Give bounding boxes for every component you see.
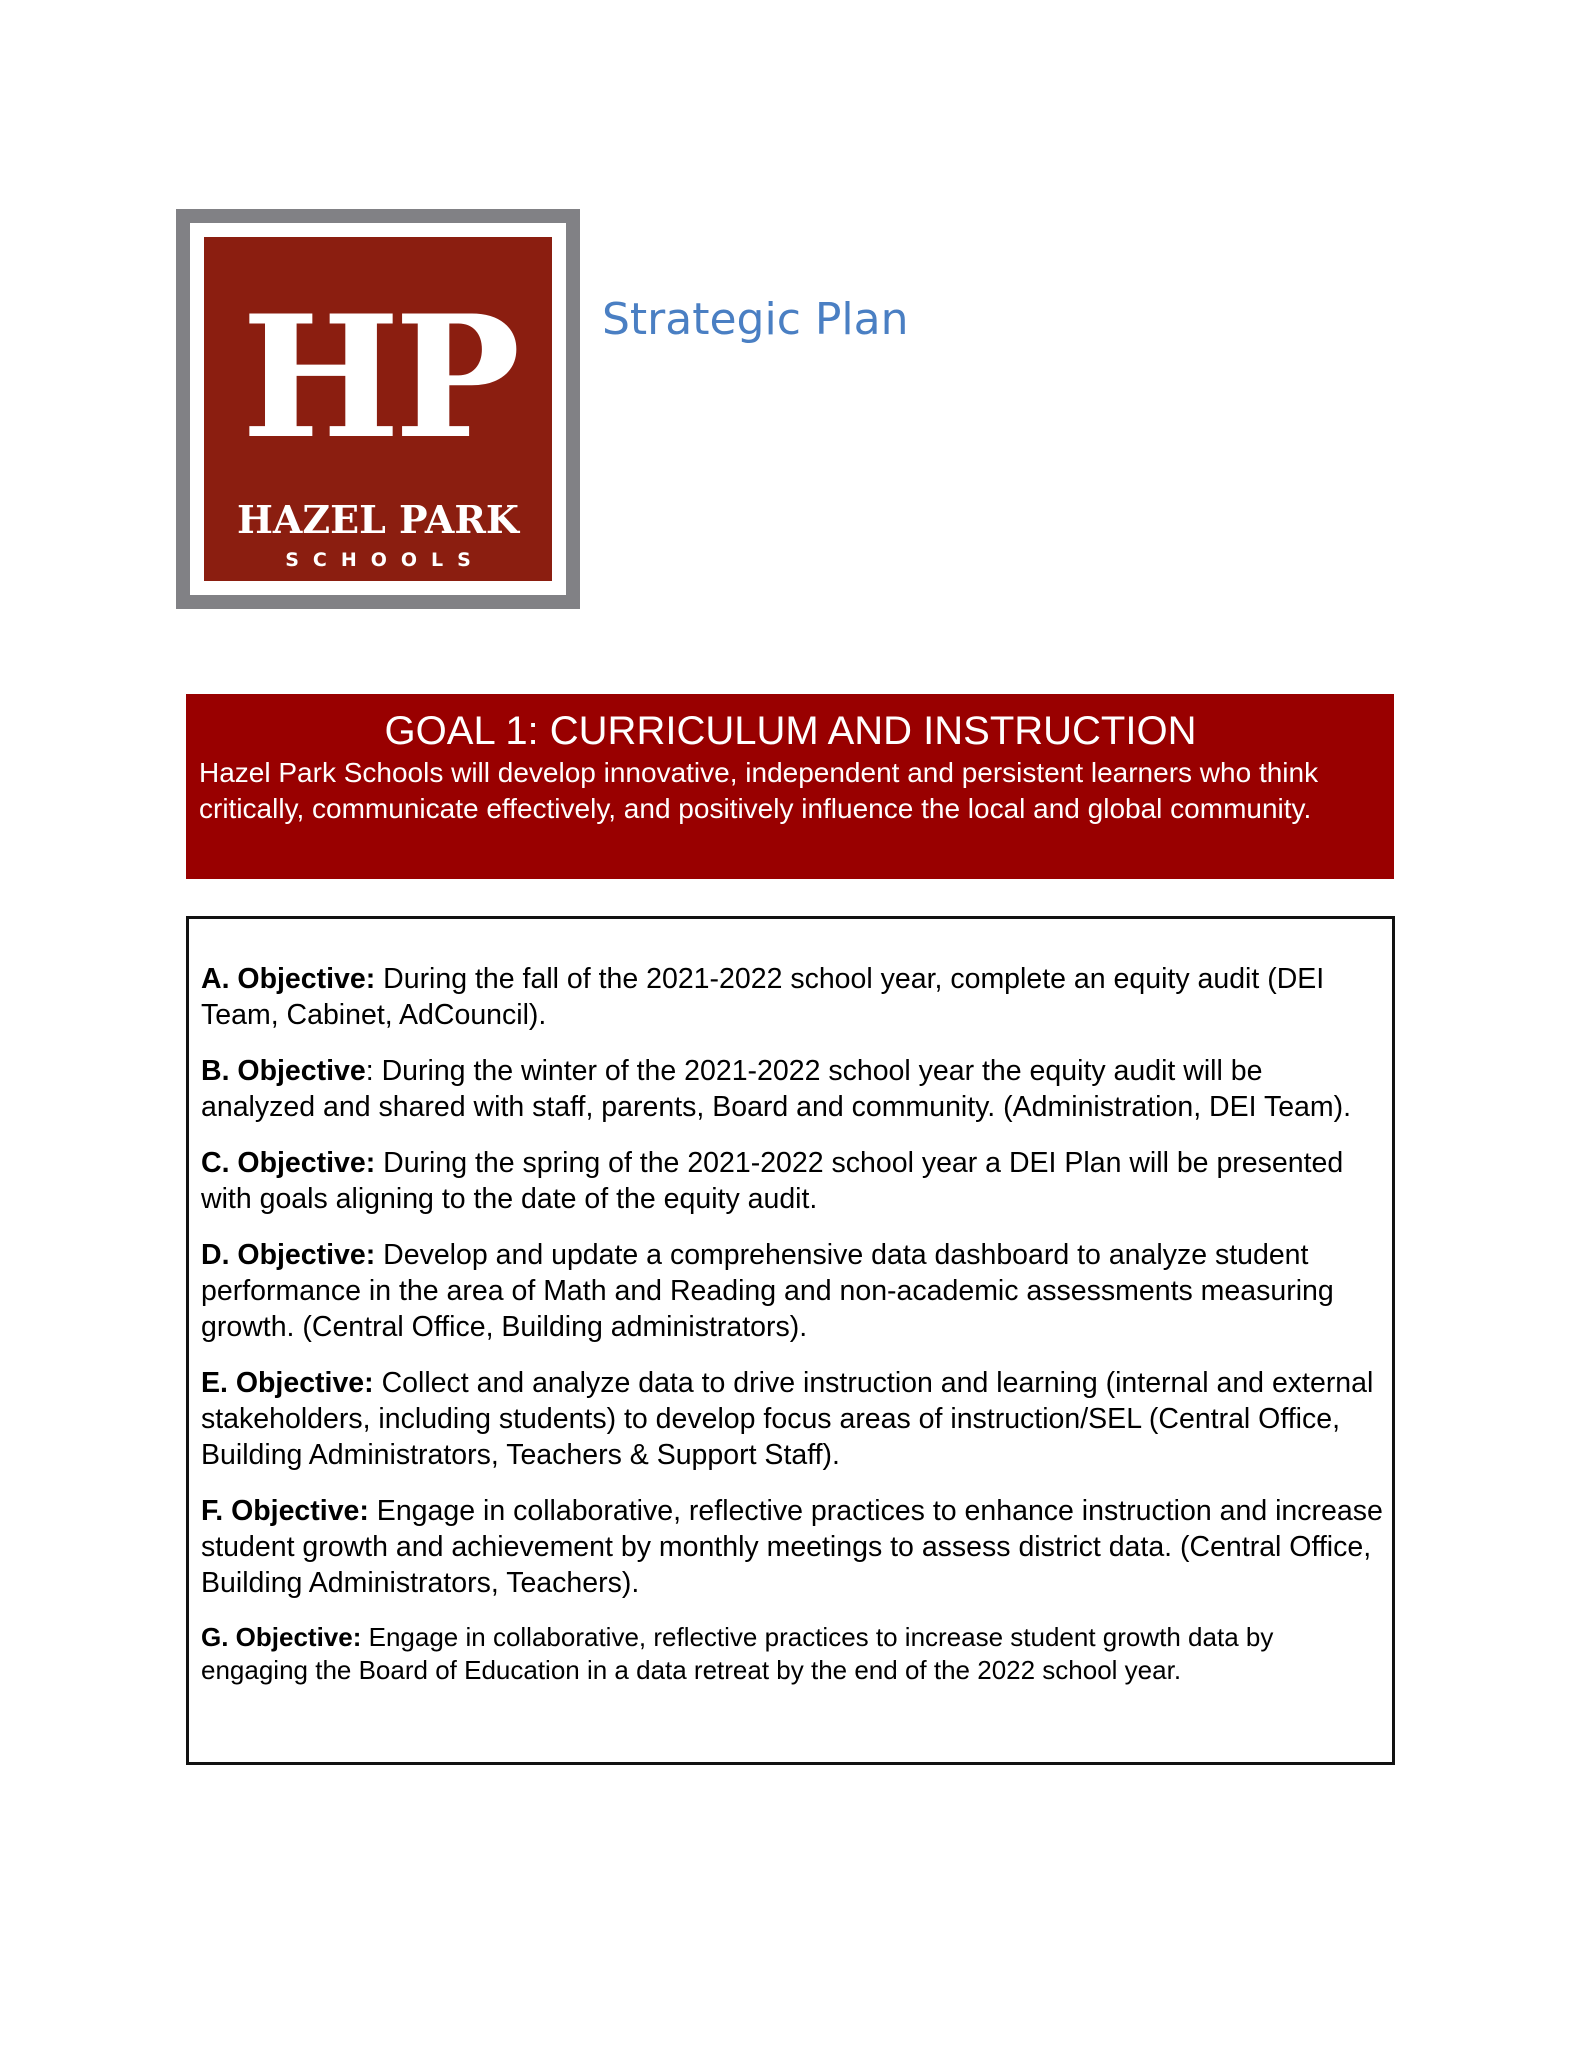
- objective-text: Engage in collaborative, reflective practices to enhance instruction and increase student growth and achievement by monthly meetings to assess district data. (Central Office, Building Administrators, Teachers).: [201, 1495, 1383, 1599]
- goal-description: Hazel Park Schools will develop innovative, independent and persistent learners who think critically, communicate effectively, and positively influence the local and global community.: [199, 757, 1319, 824]
- objective-e: [201, 1365, 1384, 1473]
- document-title: Strategic Plan: [602, 294, 909, 345]
- objective-text: During the spring of the 2021-2022 school year a DEI Plan will be presented with goals aligning to the date of the equity audit.: [201, 1147, 1344, 1215]
- objective-label: B. Objective: [201, 1055, 366, 1087]
- logo-badge: [204, 237, 552, 581]
- objective-label: D. Objective:: [201, 1239, 376, 1271]
- objective-a: [201, 961, 1384, 1033]
- logo-monogram: HP: [241, 278, 515, 476]
- objective-label: F. Objective:: [201, 1495, 369, 1527]
- school-logo: [176, 209, 580, 609]
- objective-label: E. Objective:: [201, 1367, 374, 1399]
- objective-label: G. Objective:: [201, 1622, 362, 1652]
- objective-label: A. Objective:: [201, 963, 376, 995]
- objective-text: During the fall of the 2021-2022 school year, complete an equity audit (DEI Team, Cabinet, AdCouncil).: [201, 963, 1325, 1031]
- objective-f: [201, 1493, 1384, 1601]
- objective-d: [201, 1237, 1384, 1345]
- objective-g: [201, 1621, 1384, 1687]
- logo-school-name: HAZEL PARK: [237, 497, 519, 542]
- objective-text: Develop and update a comprehensive data dashboard to analyze student performance in the area of Math and Reading and non-academic assessments measuring growth. (Central Office, Building administrators).: [201, 1239, 1334, 1343]
- objective-label: C. Objective:: [201, 1147, 376, 1179]
- logo-subtitle: SCHOOLS: [285, 549, 485, 571]
- objective-b: [201, 1053, 1384, 1125]
- logo-frame: [190, 223, 566, 595]
- objective-text: : During the winter of the 2021-2022 school year the equity audit will be analyzed and shared with staff, parents, Board and community. (Administration, DEI Team).: [201, 1055, 1352, 1123]
- goal-banner: [186, 694, 1394, 879]
- objective-c: [201, 1145, 1384, 1217]
- goal-title: GOAL 1: CURRICULUM AND INSTRUCTION: [384, 709, 1197, 753]
- objective-text: Collect and analyze data to drive instruction and learning (internal and external stakeholders, including students) to develop focus areas of instruction/SEL (Central Office, Building Administrators, Teachers & Support Staff).: [201, 1367, 1374, 1471]
- objective-text: Engage in collaborative, reflective practices to increase student growth data by engaging the Board of Education in a data retreat by the end of the 2022 school year.: [201, 1622, 1274, 1685]
- objectives-list: [186, 916, 1395, 1765]
